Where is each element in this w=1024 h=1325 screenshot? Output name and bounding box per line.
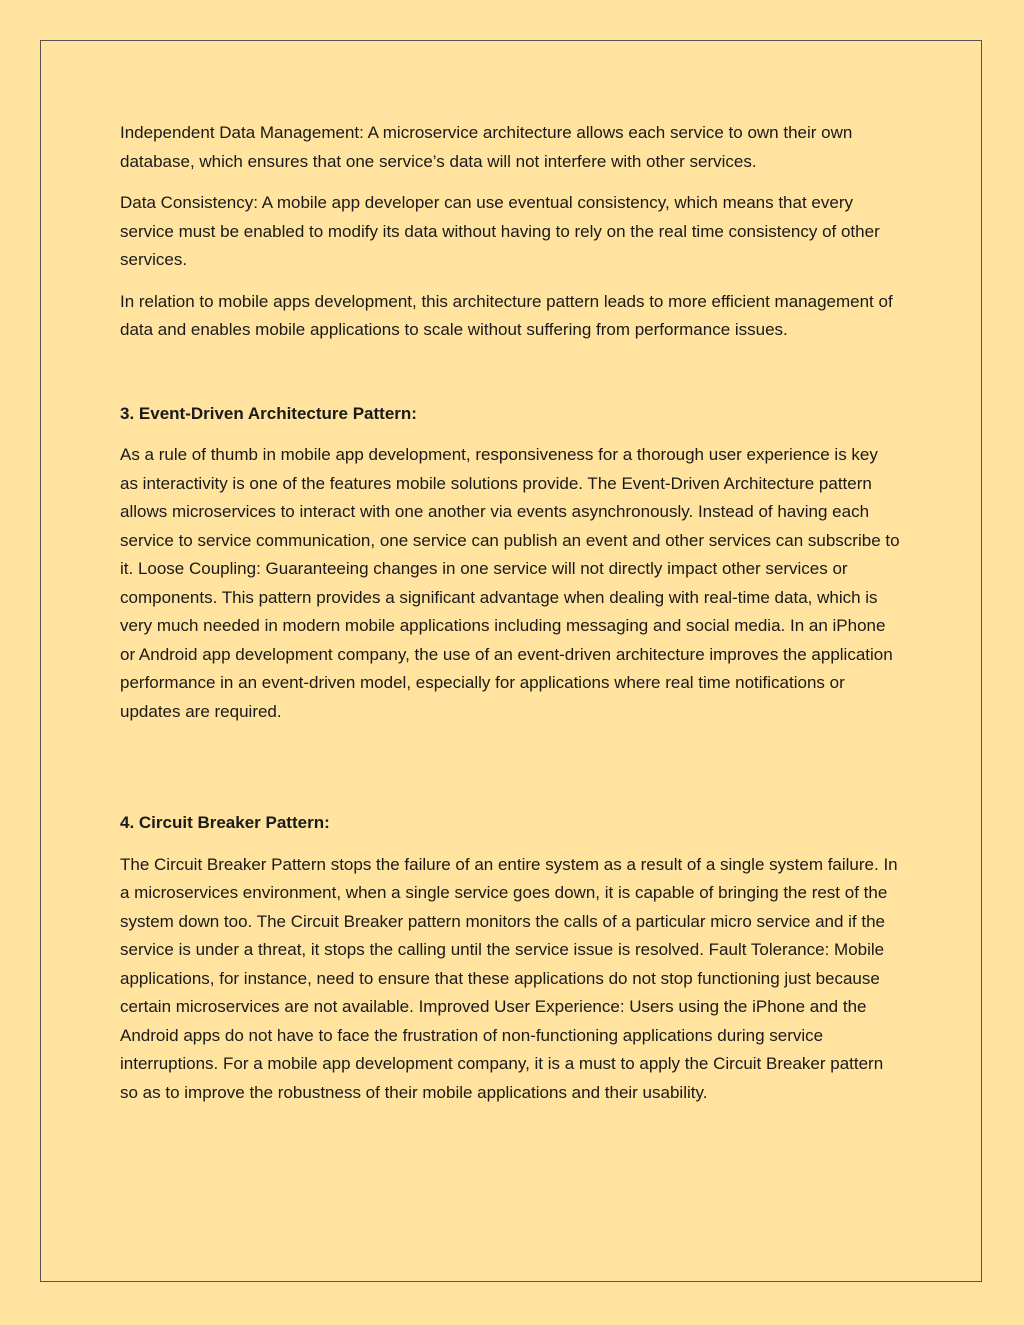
section-body-event-driven: As a rule of thumb in mobile app development, responsiveness for a thorough user experience is key as interactivity is one of the features mobile solutions provide. The Event-Driven Architecture pattern allows microservices to interact with one another via events asynchronously. Instead of having each service to service communication, one service can publish an event and other services can subscribe to it. Loose Coupling: Guaranteeing changes in one service will not directly impact other services or components. This pattern provides a significant advantage when dealing with real-time data, which is very much needed in modern mobile applications including messaging and social media. In an iPhone or Android app development company, the use of an event-driven architecture improves the application performance in an event-driven model, especially for applications where real time notifications or updates are required.	[120, 445, 900, 721]
paragraph-mobile-apps-development: In relation to mobile apps development, this architecture pattern leads to more efficient management of data and enables mobile applications to scale without suffering from performance issues.	[120, 291, 893, 339]
paragraph-independent-data-management: Independent Data Management: A microservice architecture allows each service to own their own database, which ensures that one service’s data will not interfere with other services.	[120, 123, 853, 171]
section-heading-circuit-breaker: 4. Circuit Breaker Pattern:	[120, 813, 330, 832]
spacer	[120, 358, 900, 400]
spacer	[120, 739, 900, 809]
document-body	[120, 119, 900, 1120]
section-heading-event-driven: 3. Event-Driven Architecture Pattern:	[120, 403, 417, 423]
section-body-circuit-breaker: The Circuit Breaker Pattern stops the failure of an entire system as a result of a single system failure. In a microservices environment, when a single service goes down, it is capable of bringing the rest of the system down too. The Circuit Breaker pattern monitors the calls of a particular micro service and if the service is under a threat, it stops the calling until the service issue is resolved. Fault Tolerance: Mobile applications, for instance, need to ensure that these applications do not stop functioning just because certain microservices are not available. Improved User Experience: Users using the iPhone and the Android apps do not have to face the frustration of non-functioning applications during service interruptions. For a mobile app development company, it is a must to apply the Circuit Breaker pattern so as to improve the robustness of their mobile applications and their usability.	[120, 854, 898, 1102]
paragraph-data-consistency: Data Consistency: A mobile app developer can use eventual consistency, which means that every service must be enabled to modify its data without having to rely on the real time consistency of other services.	[120, 193, 880, 269]
